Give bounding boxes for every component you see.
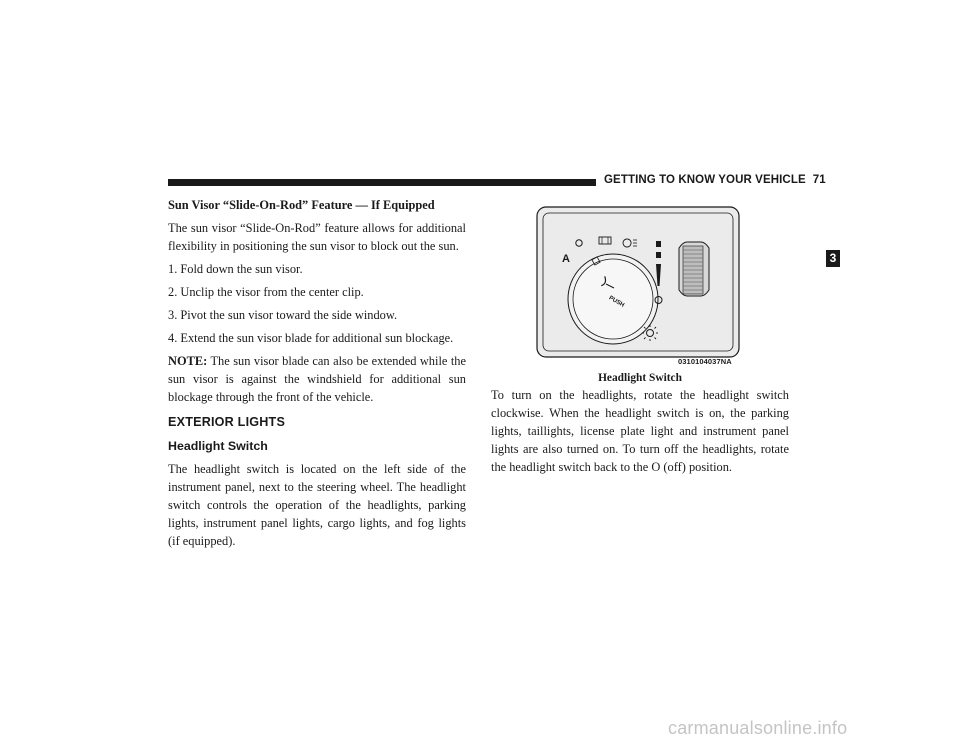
headlight-operation-text: To turn on the headlights, rotate the headlight switch clockwise. When the headlight switch is on, the parking lights, taillights, license plate light and instrument panel lights are also turned on. To turn off the headlights, rotate the headlight switch back to the O (off) position. [491, 388, 789, 474]
note-label: NOTE: [168, 354, 208, 368]
figure-code: 0310104037NA [678, 357, 732, 366]
figure-caption: Headlight Switch [598, 372, 682, 384]
note-paragraph [168, 352, 466, 406]
watermark: carmanualsonline.info [668, 718, 848, 738]
push-label: PUSH [607, 295, 626, 309]
chapter-tab: 3 [826, 250, 840, 267]
running-header [604, 174, 826, 186]
step-3: 3. Pivot the sun visor toward the side window. [168, 308, 398, 322]
note-text: The sun visor blade can also be extended while the sun visor is against the windshield for additional sun blockage through the front of the vehicle. [168, 354, 466, 404]
step-2: 2. Unclip the visor from the center clip. [168, 285, 364, 299]
left-column [168, 196, 466, 555]
sub-heading: Headlight Switch [168, 439, 268, 453]
figure-label-a: A [562, 253, 570, 265]
right-column [491, 386, 789, 481]
header-rule [168, 179, 596, 186]
section-heading: EXTERIOR LIGHTS [168, 415, 286, 429]
visor-heading: Sun Visor “Slide-On-Rod” Feature — If Equipped [168, 198, 435, 212]
page-number: 71 [812, 174, 826, 186]
visor-intro: The sun visor “Slide-On-Rod” feature allows for additional flexibility in positioning the sun visor to block out the sun. [168, 221, 466, 253]
step-1: 1. Fold down the sun visor. [168, 262, 303, 276]
headlight-switch-figure [536, 206, 740, 360]
headlight-intro: The headlight switch is located on the left side of the instrument panel, next to the steering wheel. The headlight switch controls the operation of the headlights, parking lights, instrument panel lights, cargo lights, and fog lights (if equipped). [168, 462, 466, 548]
step-4: 4. Extend the sun visor blade for additional sun blockage. [168, 331, 454, 345]
headlight-switch-illustration [536, 206, 740, 360]
header-title-text: GETTING TO KNOW YOUR VEHICLE [604, 174, 806, 186]
